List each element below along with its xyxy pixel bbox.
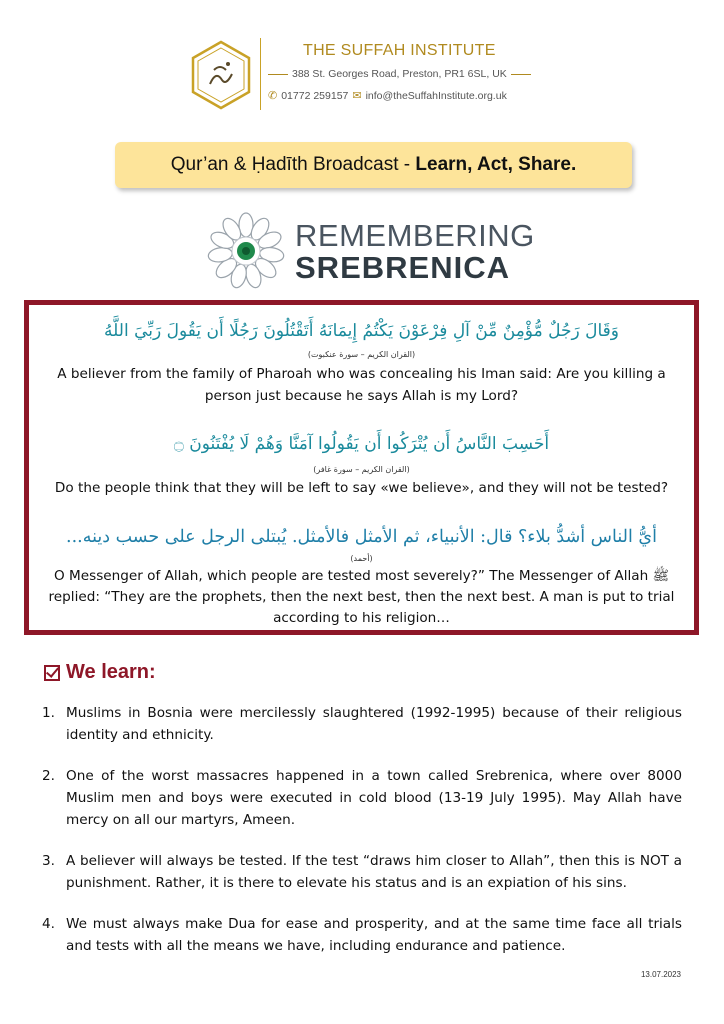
address-rule (268, 74, 288, 75)
quran-source-1: (القران الكريم – سورة عنكبوت) (307, 350, 416, 359)
we-learn-heading (44, 661, 156, 684)
email-address[interactable]: info@theSuffahInstitute.org.uk (365, 89, 507, 102)
list-item-number: 4. (42, 916, 55, 932)
email-icon: ✉ (352, 90, 362, 102)
phone-number[interactable]: 01772 259157 (281, 89, 349, 102)
list-item-text: We must always make Dua for ease and prosperity, and at the same time face all trials and tests with all the means we have, including endurance and patience. (66, 916, 682, 954)
campaign-line1: REMEMBERING (295, 218, 535, 253)
institute-name: THE SUFFAH INSTITUTE (303, 42, 496, 59)
list-item-text: A believer will always be tested. If the test “draws him closer to Allah”, then this is NOT a punishment. Rather, it is there to elevate his status and is an expiation of his sins. (66, 853, 682, 891)
quran-verse-arabic-1: وَقَالَ رَجُلٌ مُّؤْمِنٌ مِّنْ آلِ فِرْعَوْنَ يَكْتُمُ إِيمَانَهُ أَتَقْتُلُونَ رَجُلًا أَن يَقُولَ رَبِّيَ اللَّهُ (104, 321, 619, 341)
campaign-line2: SREBRENICA (295, 250, 510, 285)
quran-source-2: (القران الكريم – سورة غافر) (313, 465, 410, 474)
list-item (42, 765, 682, 831)
broadcast-banner (115, 142, 632, 188)
list-item-number: 1. (42, 705, 55, 721)
document-date: 13.07.2023 (640, 970, 681, 979)
institute-header (190, 38, 550, 113)
address-text: 388 St. Georges Road, Preston, PR1 6SL, UK (292, 68, 507, 80)
list-item-text: One of the worst massacres happened in a town called Srebrenica, where over 8000 Muslim men and boys were executed in cold blood (13-19 July 1995). May Allah have mercy on all our martyrs, Ameen. (66, 768, 682, 828)
address-row (268, 68, 531, 80)
contact-row (268, 89, 507, 102)
list-item (42, 702, 682, 746)
list-item-number: 2. (42, 768, 55, 784)
checkbox-icon (44, 665, 60, 681)
institute-logo-icon (190, 40, 252, 110)
header-divider (260, 38, 261, 110)
hadith-source: (أحمد) (350, 554, 373, 563)
banner-text-prefix: Qur’an & Ḥadīth Broadcast - (170, 154, 416, 175)
quote-box (24, 300, 699, 635)
quran-verse-arabic-2: أَحَسِبَ النَّاسُ أَن يُتْرَكُوا أَن يَقُولُوا آمَنَّا وَهُمْ لَا يُفْتَنُونَ ۝ (173, 434, 550, 454)
list-item-number: 3. (42, 853, 55, 869)
we-learn-title: We learn: (66, 661, 156, 683)
banner-text-bold: Learn, Act, Share. (415, 154, 577, 175)
hadith-arabic: أيُّ الناس أشدُّ بلاء؟ قال: الأنبياء، ثم الأمثل فالأمثل. يُبتلى الرجل على حسب دينه... (66, 527, 657, 547)
list-item-text: Muslims in Bosnia were mercilessly slaughtered (1992-1995) because of their religious identity and ethnicity. (66, 705, 682, 743)
quran-translation-2: Do the people think that they will be left to say «we believe», and they will not be tested? (54, 480, 669, 496)
list-item (42, 913, 682, 957)
address-rule (511, 74, 531, 75)
phone-icon: ✆ (268, 90, 278, 102)
hadith-translation: O Messenger of Allah, which people are tested most severely?” The Messenger of Allah ﷺ replied: “They are the prophets, then the next best, then the next best. A man is put to trial according to his religion… (48, 568, 675, 626)
learning-points-list (42, 702, 682, 957)
list-item (42, 850, 682, 894)
quran-translation-1: A believer from the family of Pharoah who was concealing his Iman said: Are you killing a person just because he says Allah is my Lord? (57, 366, 666, 404)
srebrenica-flower-icon (207, 212, 285, 290)
remembering-srebrenica-logo (207, 212, 535, 292)
